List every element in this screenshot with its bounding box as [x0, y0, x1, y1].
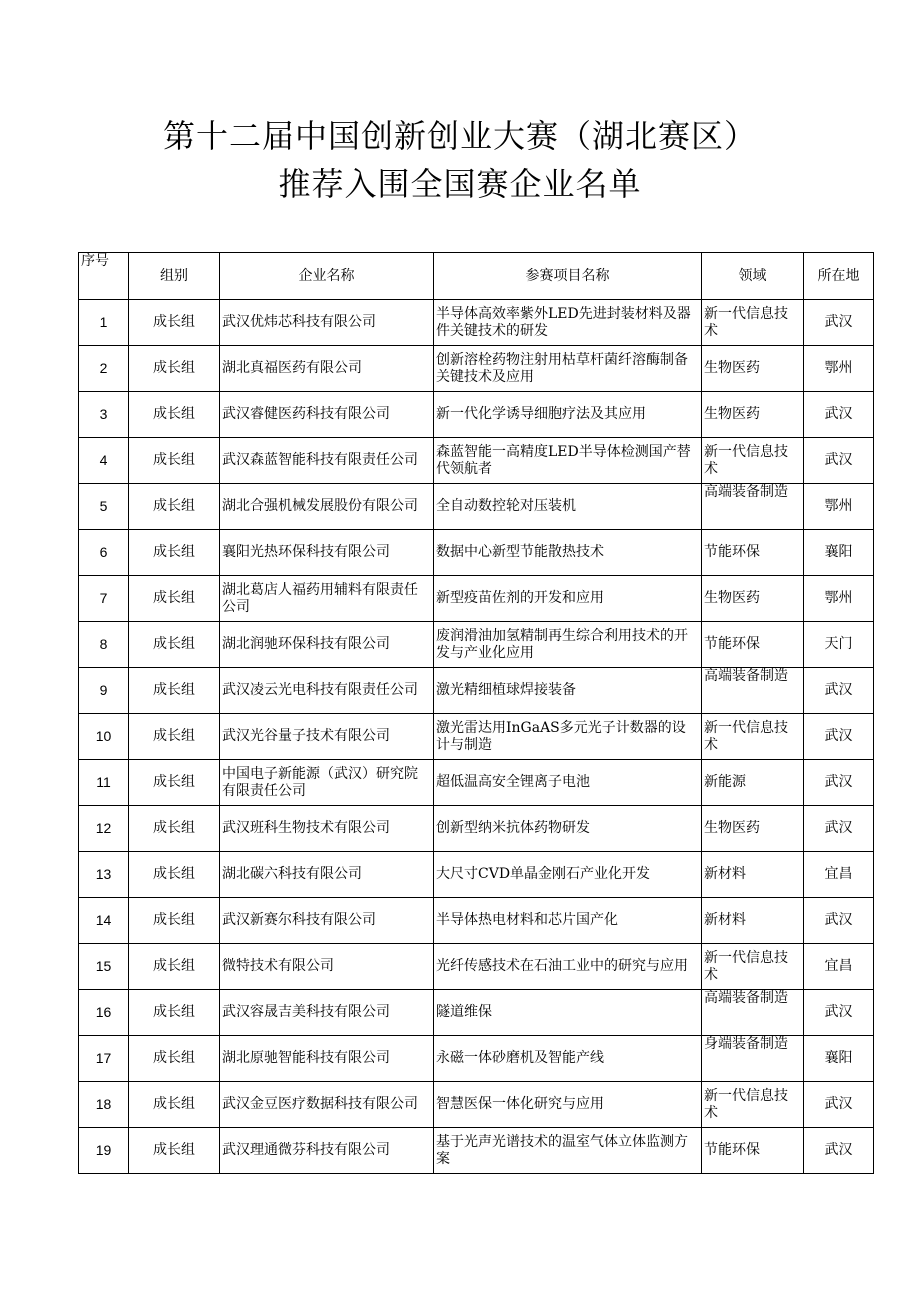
- cell-group: 成长组: [129, 806, 220, 852]
- table-row: [79, 990, 874, 1036]
- cell-location: 武汉: [804, 806, 874, 852]
- cell-project: 超低温高安全锂离子电池: [434, 760, 702, 806]
- cell-group: 成长组: [129, 484, 220, 530]
- cell-location: 武汉: [804, 760, 874, 806]
- cell-seq: 4: [79, 438, 129, 484]
- cell-location: 武汉: [804, 990, 874, 1036]
- cell-group: 成长组: [129, 852, 220, 898]
- cell-field: 新一代信息技术: [702, 300, 804, 346]
- cell-field: 新一代信息技术: [702, 1082, 804, 1128]
- cell-project: 半导体热电材料和芯片国产化: [434, 898, 702, 944]
- header-group: 组别: [129, 253, 220, 300]
- cell-location: 武汉: [804, 1128, 874, 1174]
- table-row: [79, 576, 874, 622]
- cell-location: 宜昌: [804, 944, 874, 990]
- cell-field: 高端装备制造: [702, 668, 804, 714]
- cell-company: 湖北葛店人福药用辅料有限责任公司: [220, 576, 434, 622]
- cell-field: 新能源: [702, 760, 804, 806]
- cell-project: 创新溶栓药物注射用枯草杆菌纤溶酶制备关键技术及应用: [434, 346, 702, 392]
- document-title-line-2: 推荐入围全国赛企业名单: [278, 165, 642, 203]
- table-row: [79, 484, 874, 530]
- cell-field: 新一代信息技术: [702, 714, 804, 760]
- cell-group: 成长组: [129, 714, 220, 760]
- cell-location: 武汉: [804, 438, 874, 484]
- cell-location: 武汉: [804, 300, 874, 346]
- cell-company: 武汉森蓝智能科技有限责任公司: [220, 438, 434, 484]
- table-row: [79, 622, 874, 668]
- cell-group: 成长组: [129, 898, 220, 944]
- cell-project: 废润滑油加氢精制再生综合利用技术的开发与产业化应用: [434, 622, 702, 668]
- cell-project: 数据中心新型节能散热技术: [434, 530, 702, 576]
- cell-project: 森蓝智能一高精度LED半导体检测国产替代领航者: [434, 438, 702, 484]
- cell-company: 武汉班科生物技术有限公司: [220, 806, 434, 852]
- cell-seq: 6: [79, 530, 129, 576]
- table-row: [79, 806, 874, 852]
- cell-company: 湖北润驰环保科技有限公司: [220, 622, 434, 668]
- document-title-line-1: 第十二届中国创新创业大赛（湖北赛区）: [162, 117, 757, 155]
- table-row: [79, 852, 874, 898]
- cell-project: 全自动数控轮对压装机: [434, 484, 702, 530]
- table-row: [79, 898, 874, 944]
- cell-field: 节能环保: [702, 622, 804, 668]
- cell-project: 新一代化学诱导细胞疗法及其应用: [434, 392, 702, 438]
- cell-location: 武汉: [804, 1082, 874, 1128]
- cell-seq: 19: [79, 1128, 129, 1174]
- cell-project: 光纤传感技术在石油工业中的研究与应用: [434, 944, 702, 990]
- cell-company: 武汉凌云光电科技有限责任公司: [220, 668, 434, 714]
- cell-seq: 17: [79, 1036, 129, 1082]
- cell-group: 成长组: [129, 530, 220, 576]
- cell-group: 成长组: [129, 990, 220, 1036]
- table-row: [79, 944, 874, 990]
- cell-seq: 1: [79, 300, 129, 346]
- cell-seq: 2: [79, 346, 129, 392]
- cell-project: 新型疫苗佐剂的开发和应用: [434, 576, 702, 622]
- table-row: [79, 530, 874, 576]
- cell-seq: 16: [79, 990, 129, 1036]
- table-row: [79, 760, 874, 806]
- cell-company: 湖北原驰智能科技有限公司: [220, 1036, 434, 1082]
- cell-field: 生物医药: [702, 806, 804, 852]
- cell-project: 激光精细植球焊接装备: [434, 668, 702, 714]
- cell-project: 半导体高效率紫外LED先进封装材料及器件关键技术的研发: [434, 300, 702, 346]
- cell-location: 鄂州: [804, 346, 874, 392]
- table-row: [79, 1128, 874, 1174]
- cell-field: 新一代信息技术: [702, 438, 804, 484]
- table-row: [79, 1036, 874, 1082]
- cell-location: 武汉: [804, 898, 874, 944]
- cell-field: 高端装备制造: [702, 990, 804, 1036]
- cell-seq: 8: [79, 622, 129, 668]
- cell-project: 永磁一体砂磨机及智能产线: [434, 1036, 702, 1082]
- cell-project: 智慧医保一体化研究与应用: [434, 1082, 702, 1128]
- cell-field: 生物医药: [702, 576, 804, 622]
- header-seq: 序号: [79, 253, 129, 300]
- cell-project: 隧道维保: [434, 990, 702, 1036]
- cell-company: 襄阳光热环保科技有限公司: [220, 530, 434, 576]
- cell-project: 激光雷达用InGaAS多元光子计数器的设计与制造: [434, 714, 702, 760]
- cell-seq: 14: [79, 898, 129, 944]
- cell-company: 武汉理通微芬科技有限公司: [220, 1128, 434, 1174]
- table-row: [79, 346, 874, 392]
- cell-location: 襄阳: [804, 530, 874, 576]
- cell-company: 武汉新赛尔科技有限公司: [220, 898, 434, 944]
- table-row: [79, 392, 874, 438]
- cell-seq: 18: [79, 1082, 129, 1128]
- header-location: 所在地: [804, 253, 874, 300]
- cell-company: 武汉金豆医疗数据科技有限公司: [220, 1082, 434, 1128]
- cell-group: 成长组: [129, 346, 220, 392]
- table-row: [79, 438, 874, 484]
- cell-field: 新一代信息技术: [702, 944, 804, 990]
- cell-company: 湖北真福医药有限公司: [220, 346, 434, 392]
- cell-group: 成长组: [129, 944, 220, 990]
- cell-group: 成长组: [129, 576, 220, 622]
- cell-group: 成长组: [129, 300, 220, 346]
- header-company: 企业名称: [220, 253, 434, 300]
- cell-seq: 10: [79, 714, 129, 760]
- cell-company: 微特技术有限公司: [220, 944, 434, 990]
- cell-seq: 12: [79, 806, 129, 852]
- cell-group: 成长组: [129, 392, 220, 438]
- cell-field: 生物医药: [702, 346, 804, 392]
- cell-field: 新材料: [702, 852, 804, 898]
- cell-company: 武汉睿健医药科技有限公司: [220, 392, 434, 438]
- cell-company: 湖北碳六科技有限公司: [220, 852, 434, 898]
- cell-location: 武汉: [804, 714, 874, 760]
- cell-company: 武汉容晟吉美科技有限公司: [220, 990, 434, 1036]
- cell-field: 生物医药: [702, 392, 804, 438]
- cell-group: 成长组: [129, 438, 220, 484]
- cell-field: 高端装备制造: [702, 484, 804, 530]
- table-row: [79, 714, 874, 760]
- cell-field: 身端装备制造: [702, 1036, 804, 1082]
- cell-location: 武汉: [804, 392, 874, 438]
- cell-group: 成长组: [129, 1128, 220, 1174]
- cell-seq: 13: [79, 852, 129, 898]
- cell-location: 襄阳: [804, 1036, 874, 1082]
- cell-company: 湖北合强机械发展股份有限公司: [220, 484, 434, 530]
- table-row: [79, 668, 874, 714]
- cell-field: 节能环保: [702, 530, 804, 576]
- cell-location: 鄂州: [804, 576, 874, 622]
- cell-seq: 3: [79, 392, 129, 438]
- enterprise-list-table: [78, 252, 874, 1174]
- table-body: [79, 300, 874, 1174]
- cell-seq: 7: [79, 576, 129, 622]
- cell-field: 新材料: [702, 898, 804, 944]
- cell-group: 成长组: [129, 668, 220, 714]
- cell-group: 成长组: [129, 622, 220, 668]
- table-row: [79, 300, 874, 346]
- cell-seq: 11: [79, 760, 129, 806]
- header-field: 领域: [702, 253, 804, 300]
- cell-project: 大尺寸CVD单晶金刚石产业化开发: [434, 852, 702, 898]
- cell-seq: 15: [79, 944, 129, 990]
- cell-location: 天门: [804, 622, 874, 668]
- header-project: 参赛项目名称: [434, 253, 702, 300]
- cell-project: 基于光声光谱技术的温室气体立体监测方案: [434, 1128, 702, 1174]
- cell-company: 武汉光谷量子技术有限公司: [220, 714, 434, 760]
- table-row: [79, 1082, 874, 1128]
- cell-group: 成长组: [129, 1082, 220, 1128]
- cell-company: 武汉优炜芯科技有限公司: [220, 300, 434, 346]
- cell-seq: 5: [79, 484, 129, 530]
- cell-location: 宜昌: [804, 852, 874, 898]
- cell-location: 鄂州: [804, 484, 874, 530]
- cell-location: 武汉: [804, 668, 874, 714]
- cell-field: 节能环保: [702, 1128, 804, 1174]
- cell-seq: 9: [79, 668, 129, 714]
- table-header-row: [79, 253, 874, 300]
- cell-group: 成长组: [129, 760, 220, 806]
- cell-group: 成长组: [129, 1036, 220, 1082]
- cell-company: 中国电子新能源（武汉）研究院有限责任公司: [220, 760, 434, 806]
- cell-project: 创新型纳米抗体药物研发: [434, 806, 702, 852]
